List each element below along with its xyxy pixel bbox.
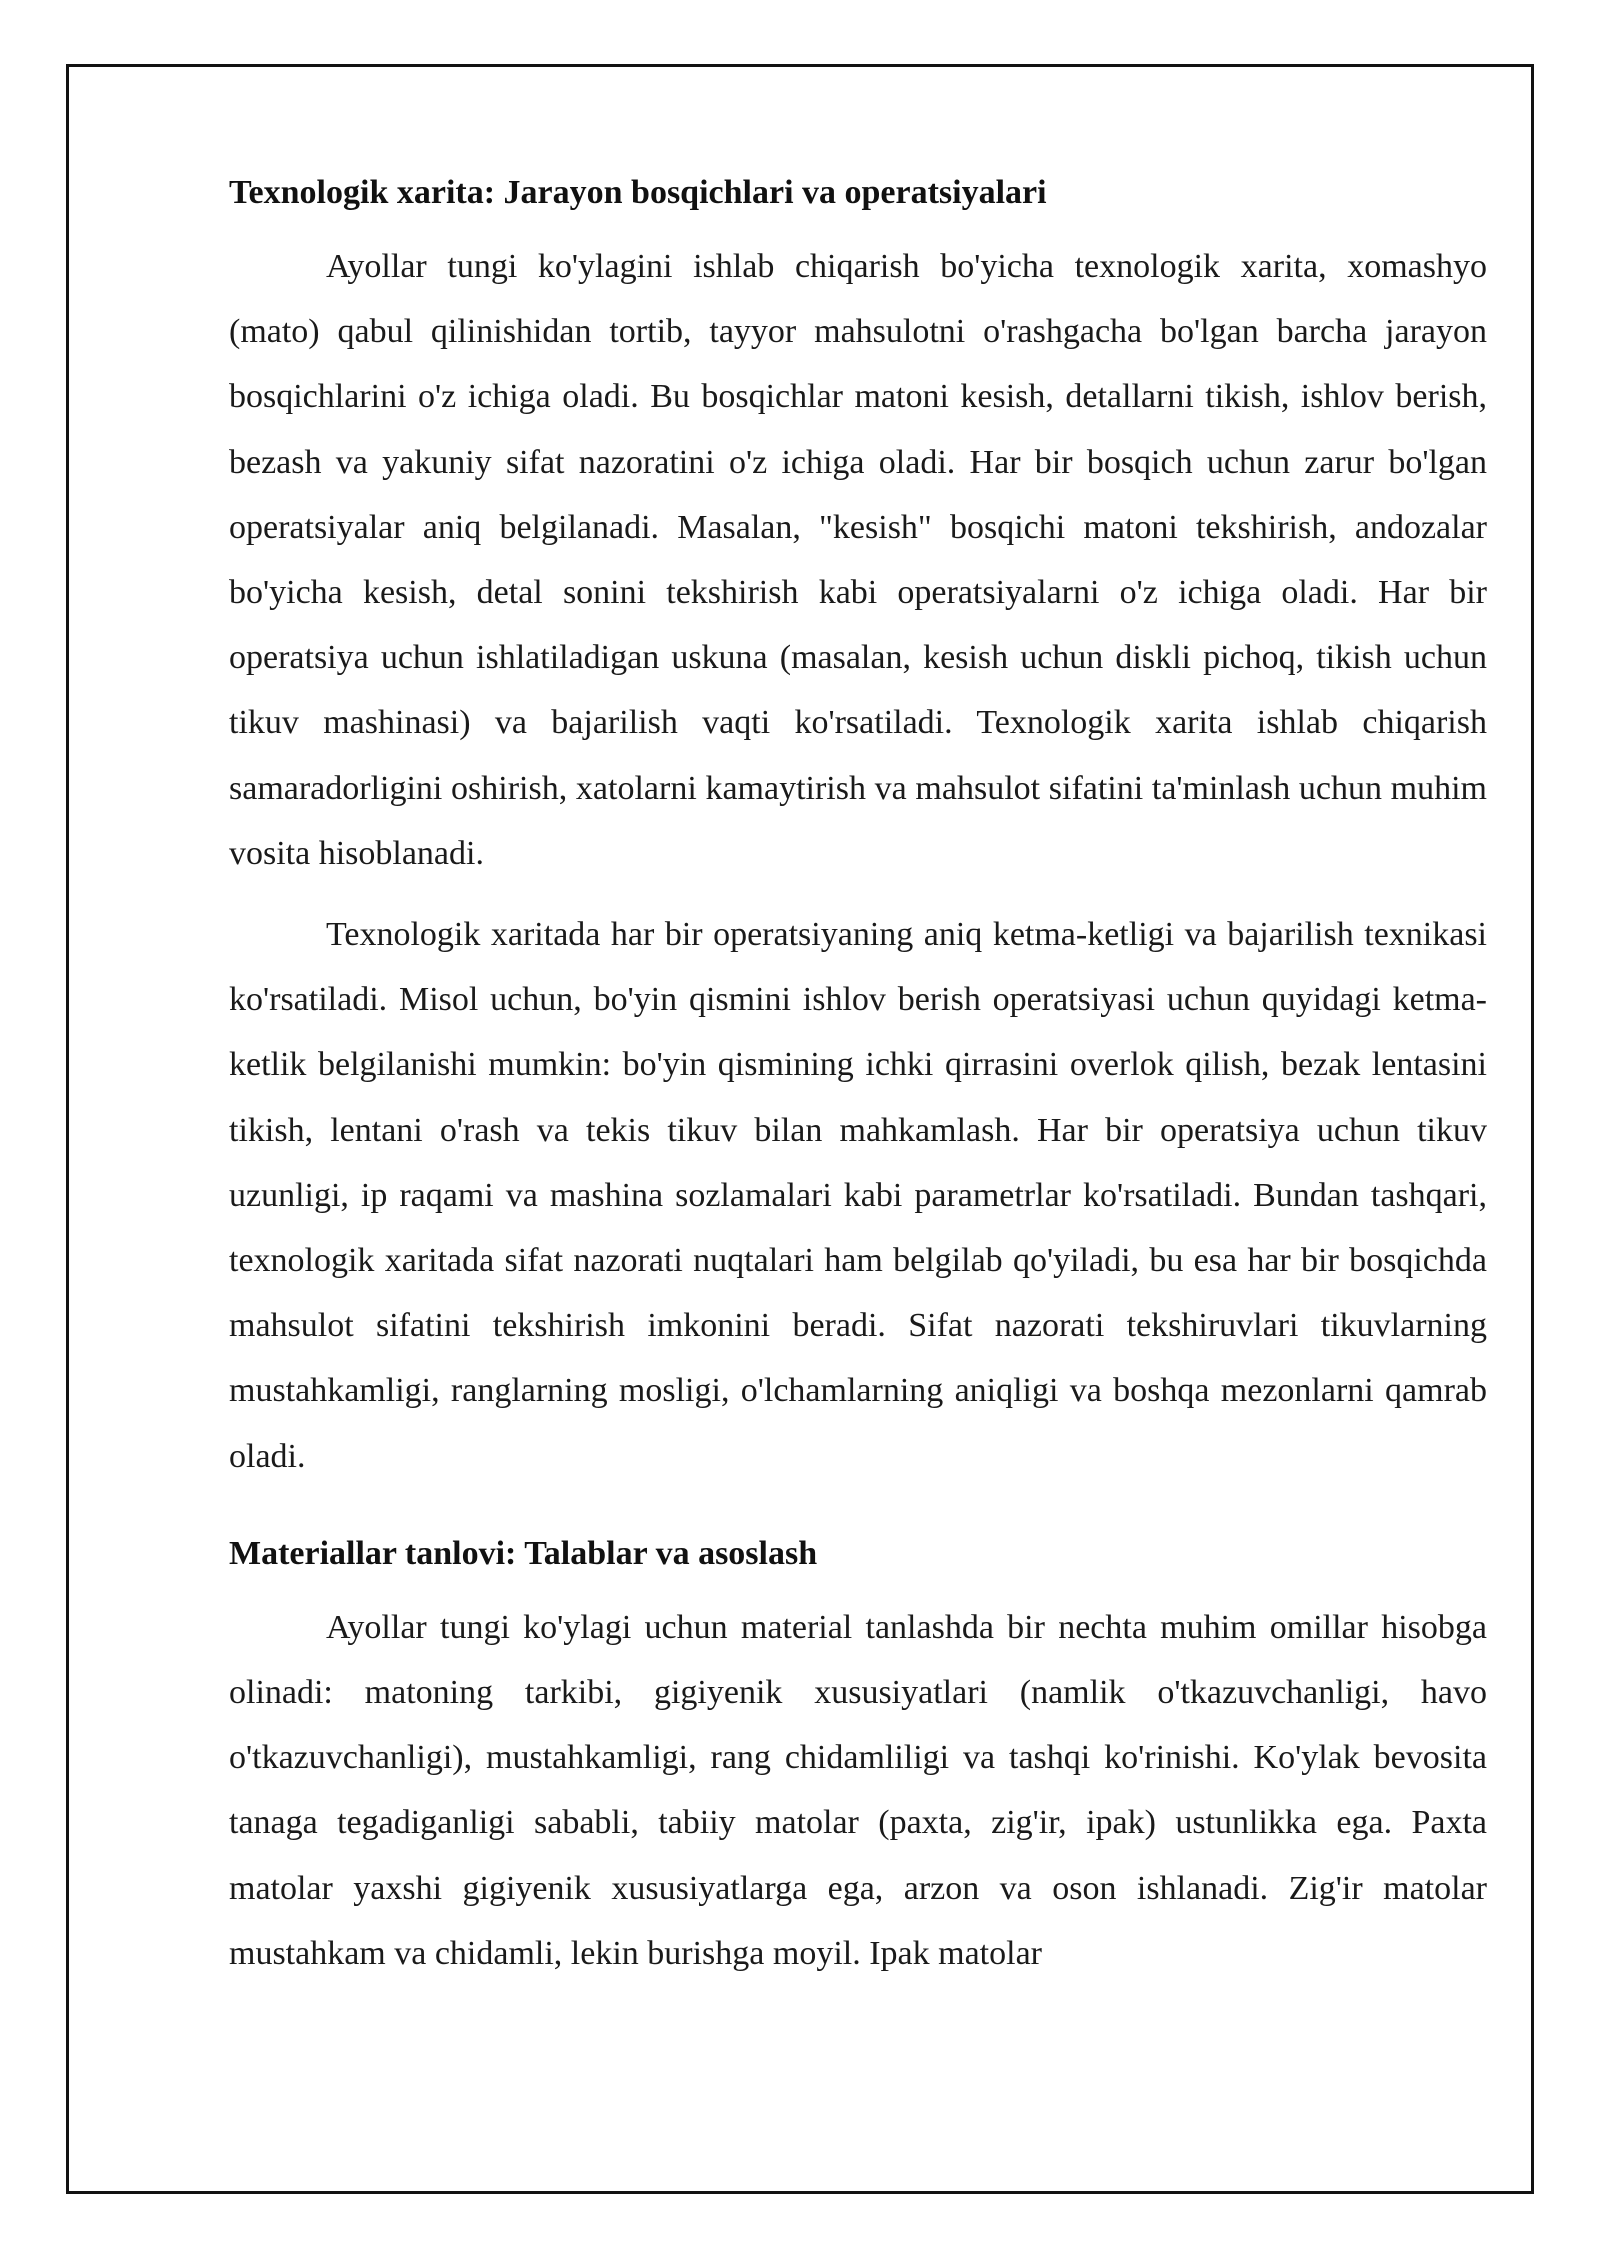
document-body: [229, 168, 1487, 1986]
paragraph-technological-map-2: Texnologik xaritada har bir operatsiyaning aniq ketma-ketligi va bajarilish texnikasi ko'rsatiladi. Misol uchun, bo'yin qismini ishlov berish operatsiyasi uchun quyidagi ketma-ketlik belgilanishi mumkin: bo'yin qismining ichki qirrasini overlok qilish, bezak lentasini tikish, lentani o'rash va tekis tikuv bilan mahkamlash. Har bir operatsiya uchun tikuv uzunligi, ip raqami va mashina sozlamalari kabi parametrlar ko'rsatiladi. Bundan tashqari, texnologik xaritada sifat nazorati nuqtalari ham belgilab qo'yiladi, bu esa har bir bosqichda mahsulot sifatini tekshirish imkonini beradi. Sifat nazorati tekshiruvlari tikuvlarning mustahkamligi, ranglarning mosligi, o'lchamlarning aniqligi va boshqa mezonlarni qamrab oladi.: [229, 916, 1487, 1475]
paragraph-material-selection-1: Ayollar tungi ko'ylagi uchun material tanlashda bir nechta muhim omillar hisobga olinadi: matoning tarkibi, gigiyenik xususiyatlari (namlik o'tkazuvchanligi, havo o'tkazuvchanligi), mustahkamligi, rang chidamliligi va tashqi ko'rinishi. Ko'ylak bevosita tanaga tegadiganligi sababli, tabiiy matolar (paxta, zig'ir, ipak) ustunlikka ega. Paxta matolar yaxshi gigiyenik xususiyatlarga ega, arzon va oson ishlanadi. Zig'ir matolar mustahkam va chidamli, lekin burishga moyil. Ipak matolar: [229, 1608, 1487, 1972]
section-heading-technological-map: Texnologik xarita: Jarayon bosqichlari va operatsiyalari: [229, 174, 1047, 211]
section-heading-material-selection: Materiallar tanlovi: Talablar va asoslash: [229, 1534, 818, 1572]
paragraph-technological-map-1: Ayollar tungi ko'ylagini ishlab chiqarish bo'yicha texnologik xarita, xomashyo (mato) qabul qilinishidan tortib, tayyor mahsulotni o'rashgacha bo'lgan barcha jarayon bosqichlarini o'z ichiga oladi. Bu bosqichlar matoni kesish, detallarni tikish, ishlov berish, bezash va yakuniy sifat nazoratini o'z ichiga oladi. Har bir bosqich uchun zarur bo'lgan operatsiyalar aniq belgilanadi. Masalan, "kesish" bosqichi matoni tekshirish, andozalar bo'yicha kesish, detal sonini tekshirish kabi operatsiyalarni o'z ichiga oladi. Har bir operatsiya uchun ishlatiladigan uskuna (masalan, kesish uchun diskli pichoq, tikish uchun tikuv mashinasi) va bajarilish vaqti ko'rsatiladi. Texnologik xarita ishlab chiqarish samaradorligini oshirish, xatolarni kamaytirish va mahsulot sifatini ta'minlash uchun muhim vosita hisoblanadi.: [229, 248, 1487, 872]
